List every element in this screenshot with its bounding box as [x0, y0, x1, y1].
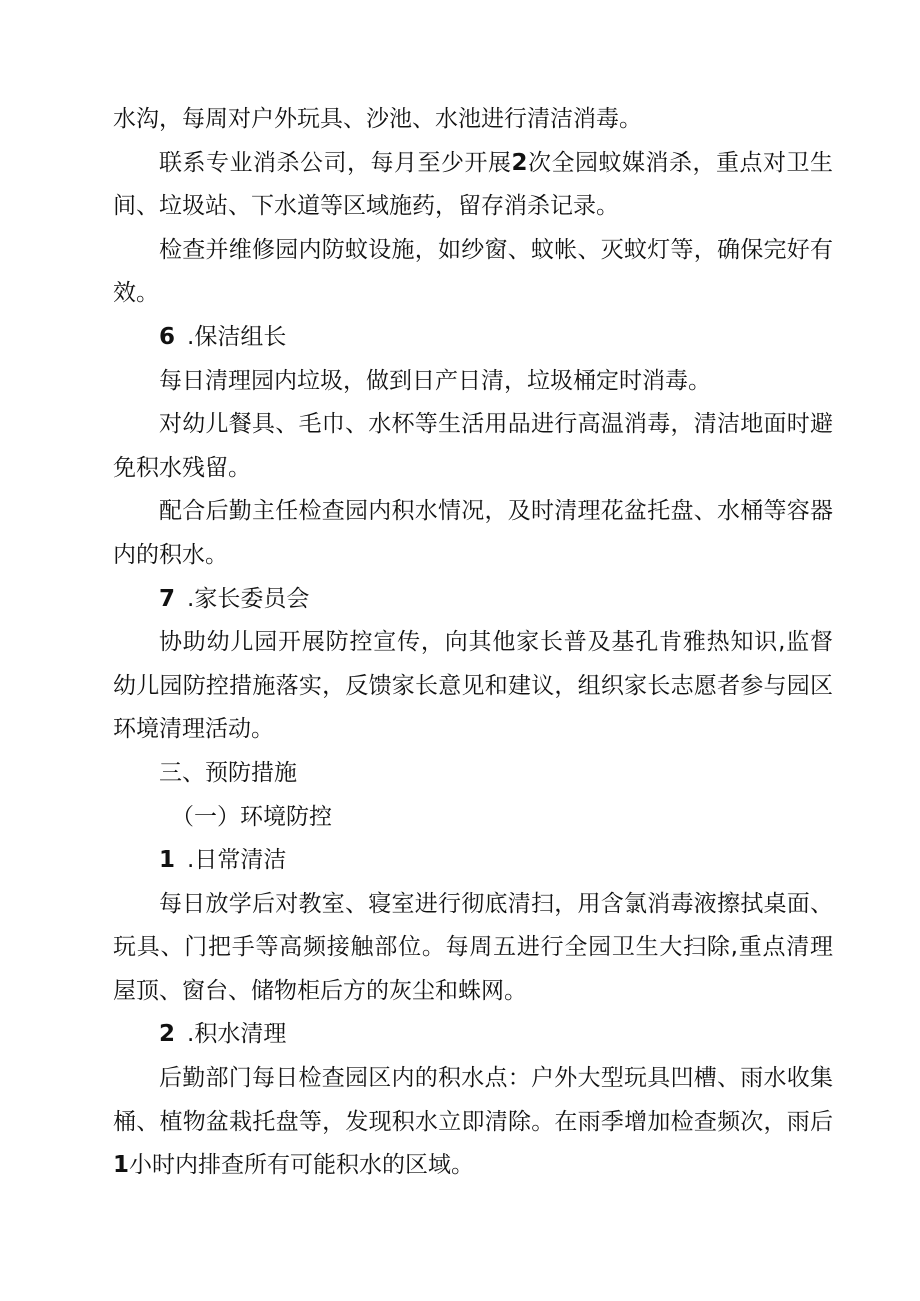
- heading-parent-committee: [113, 578, 833, 622]
- paragraph-water-cleanup: [113, 1057, 833, 1188]
- text-segment: 次全园蚊媒消杀，重点对卫生间、垃圾站、下水道等区域施药，留存消杀记录。: [113, 149, 834, 220]
- frequency-number: 2: [511, 149, 528, 176]
- heading-number: 2: [159, 1021, 176, 1048]
- heading-water-cleanup: [113, 1013, 833, 1057]
- paragraph-standing-water: 配合后勤主任检查园内积水情况，及时清理花盆托盘、水桶等容器内的积水。: [113, 498, 833, 568]
- text-segment: 小时内排查所有可能积水的区域。: [129, 1152, 475, 1179]
- heading-title: .家长委员会: [187, 585, 310, 612]
- paragraph-disinfection: 对幼儿餐具、毛巾、水杯等生活用品进行高温消毒，清洁地面时避免积水残留。: [113, 411, 833, 481]
- heading-title: .日常清洁: [187, 847, 287, 874]
- heading-number: 6: [159, 323, 176, 350]
- heading-number: 1: [159, 847, 176, 874]
- paragraph-pest-control-company: [113, 142, 833, 229]
- heading-number: 7: [159, 585, 176, 612]
- document-page: [113, 98, 833, 1188]
- heading-daily-cleaning: [113, 839, 833, 883]
- heading-cleaning-leader: [113, 316, 833, 360]
- heading-title: .积水清理: [187, 1021, 287, 1048]
- text-segment: 联系专业消杀公司，每月至少开展: [159, 149, 512, 176]
- paragraph-mosquito-facilities: 检查并维修园内防蚊设施，如纱窗、蚊帐、灭蚊灯等，确保完好有效。: [113, 236, 833, 307]
- paragraph-continuation: 水沟，每周对户外玩具、沙池、水池进行清洁消毒。: [113, 106, 642, 132]
- paragraph-garbage: 每日清理园内垃圾，做到日产日清，垃圾桶定时消毒。: [159, 367, 711, 394]
- paragraph-parent-duties: 协助幼儿园开展防控宣传，向其他家长普及基孔肯雅热知识,监督幼儿园防控措施落实，反馈家长意见和建议，组织家长志愿者参与园区环境清理活动。: [113, 629, 833, 743]
- text-segment: 后勤部门每日检查园区内的积水点：户外大型玩具凹槽、雨水收集桶、植物盆栽托盘等，发现积水立即清除。在雨季增加检查频次，雨后: [113, 1065, 833, 1135]
- paragraph-daily-cleaning: 每日放学后对教室、寝室进行彻底清扫，用含氯消毒液擦拭桌面、玩具、门把手等高频接触部位。每周五进行全园卫生大扫除,重点清理屋顶、窗台、储物柜后方的灰尘和蛛网。: [113, 890, 833, 1004]
- subsection-heading-environment: （一）环境防控: [171, 803, 332, 830]
- heading-title: .保洁组长: [187, 323, 287, 350]
- section-heading-prevention: 三、预防措施: [159, 759, 297, 786]
- hour-number: 1: [113, 1152, 130, 1179]
